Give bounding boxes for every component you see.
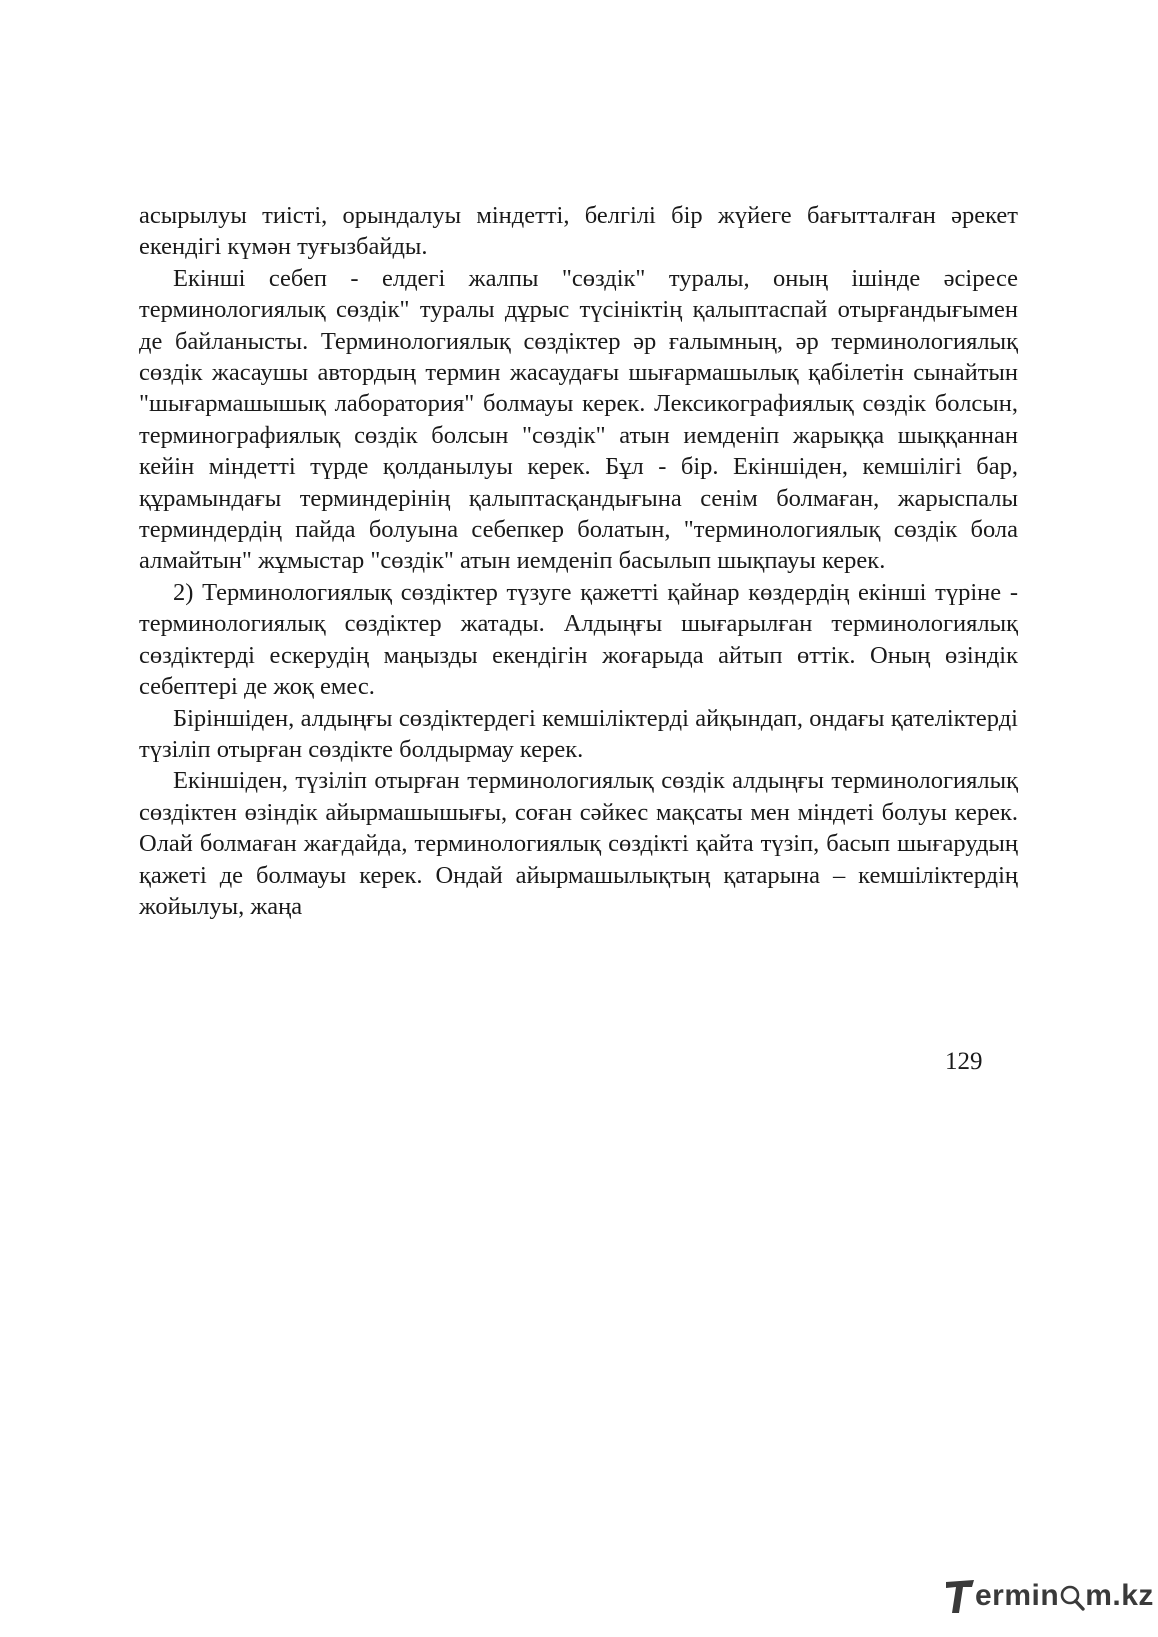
paragraph-1: асырылуы тиісті, орындалуы міндетті, белгілі бір жүйеге бағытталған әрекет екендігі күмән туғызбайды. (139, 202, 1018, 261)
watermark-text-b: m.kz (1085, 1579, 1154, 1612)
page-number: 129 (945, 1048, 983, 1075)
t-logo-icon (945, 1577, 975, 1615)
document-body (139, 200, 1018, 922)
paragraph-5: Екіншіден, түзіліп отырған терминологиялық сөздік алдыңғы терминологиялық сөздіктен өзіндік айырмашышығы, соған сәйкес мақсаты мен міндеті болуы керек. Олай болмаған жағдайда, терминологиялық сөздікті қайта түзіп, басып шығарудың қажеті де болмауы керек. Ондай айырмашылықтың қатарына – кемшіліктердің жойылуы, жаңа (139, 767, 1018, 920)
paragraph-4: Біріншіден, алдыңғы сөздіктердегі кемшіліктерді айқындап, ондағы қателіктерді түзіліп отырған сөздікте болдырмау керек. (139, 704, 1018, 763)
magnifier-icon (1059, 1581, 1085, 1611)
paragraph-2: Екінші себеп - елдегі жалпы "сөздік" туралы, оның ішінде әсіресе терминологиялық сөздік" туралы дұрыс түсініктің қалыптаспай отырғандығымен де байланысты. Терминологиялық сөздіктер әр ғалымның, әр терминологиялық сөздік жасаушы автордың термин жасаудағы шығармашылық қабілетін сынайтын "шығармашышық лаборатория" болмауы керек. Лексикографиялық сөздік болсын, терминографиялық сөздік болсын "сөздік" атын иемденіп жарыққа шыққаннан кейін міндетті түрде қолданылуы керек. Бұл - бір. Екіншіден, кемшілігі бар, құрамындағы терминдерінің қалыптасқандығына сенім болмаған, жарыспалы терминдердің пайда болуына себепкер болатын, "терминологиялық сөздік бола алмайтын" жұмыстар "сөздік" атын иемденіп басылып шықпауы керек. (139, 264, 1018, 575)
watermark-text-a: ermin (975, 1579, 1060, 1612)
paragraph-3: 2) Терминологиялық сөздіктер түзуге қажетті қайнар көздердің екінші түріне - терминологиялық сөздіктер жатады. Алдыңғы шығарылған терминологиялық сөздіктерді ескерудің маңызды екендігін жоғарыда айтып өттік. Оның өзіндік себептері де жоқ емес. (139, 578, 1018, 701)
termincom-watermark (945, 1575, 1154, 1617)
